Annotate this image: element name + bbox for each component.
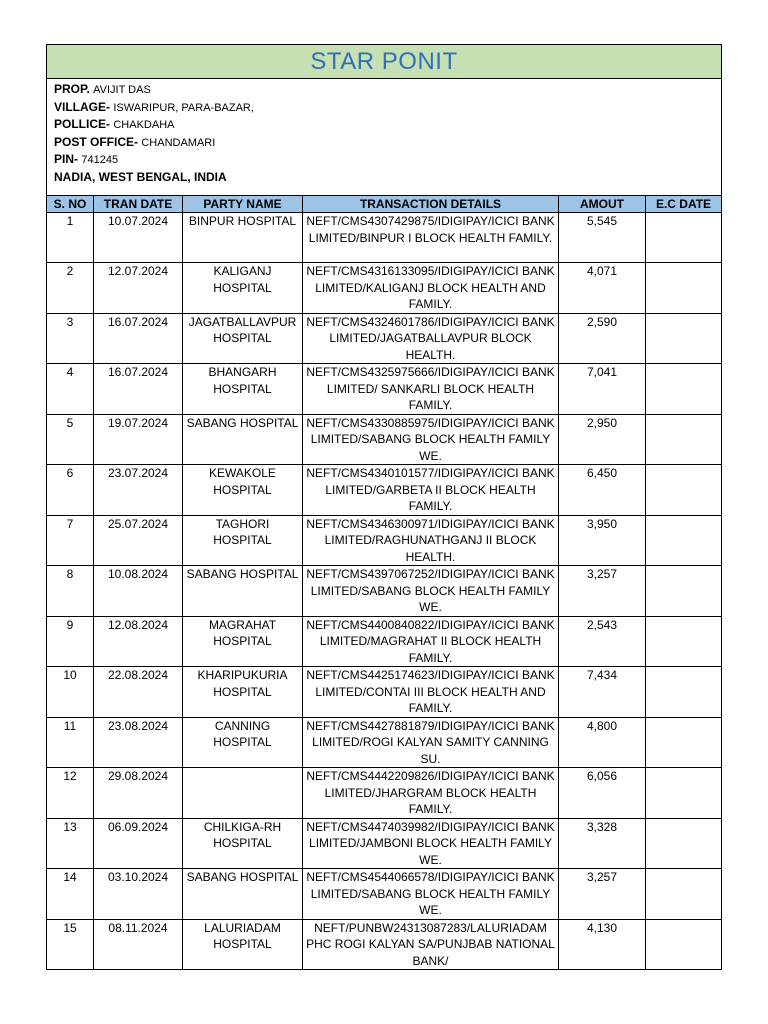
column-header-sno: S. NO (47, 196, 94, 213)
cell-party: JAGATBALLAVPUR HOSPITAL (183, 313, 303, 364)
cell-ec-date (646, 465, 722, 516)
cell-date: 12.07.2024 (94, 263, 183, 314)
table-row (47, 515, 722, 566)
cell-party: LALURIADAM HOSPITAL (183, 919, 303, 970)
cell-party: KHARIPUKURIA HOSPITAL (183, 667, 303, 718)
cell-party: BINPUR HOSPITAL (183, 213, 303, 263)
table-row (47, 313, 722, 364)
cell-party (183, 768, 303, 819)
title-banner (46, 44, 722, 79)
cell-date: 03.10.2024 (94, 869, 183, 920)
cell-details: NEFT/PUNBW24313087283/LALURIADAM PHC ROGI KALYAN SA/PUNJBAB NATIONAL BANK/ (303, 919, 559, 970)
cell-sno: 2 (47, 263, 94, 314)
business-info (46, 79, 722, 195)
cell-details: NEFT/CMS4324601786/IDIGIPAY/ICICI BANK LIMITED/JAGATBALLAVPUR BLOCK HEALTH. (303, 313, 559, 364)
post-office-value: CHANDAMARI (141, 136, 216, 149)
cell-party: SABANG HOSPITAL (183, 566, 303, 617)
prop-label: PROP. (54, 82, 90, 96)
cell-amount: 4,071 (559, 263, 646, 314)
cell-amount: 7,434 (559, 667, 646, 718)
cell-amount: 3,328 (559, 818, 646, 869)
cell-amount: 4,800 (559, 717, 646, 768)
cell-amount: 2,543 (559, 616, 646, 667)
table-header-row (47, 196, 722, 213)
cell-ec-date (646, 364, 722, 415)
cell-sno: 6 (47, 465, 94, 516)
pin-label: PIN (54, 152, 75, 166)
police-label: POLLICE (54, 117, 107, 131)
table-row (47, 364, 722, 415)
cell-date: 19.07.2024 (94, 414, 183, 465)
table-row (47, 667, 722, 718)
cell-sno: 8 (47, 566, 94, 617)
cell-details: NEFT/CMS4316133095/IDIGIPAY/ICICI BANK LIMITED/KALIGANJ BLOCK HEALTH AND FAMILY. (303, 263, 559, 314)
village-value: ISWARIPUR, PARA-BAZAR, (113, 101, 254, 114)
table-row (47, 768, 722, 819)
document-title: STAR PONIT (310, 47, 458, 75)
table-row (47, 616, 722, 667)
cell-amount: 6,450 (559, 465, 646, 516)
cell-amount: 3,950 (559, 515, 646, 566)
village-line: VILLAGE- ISWARIPUR, PARA-BAZAR, (54, 99, 254, 114)
table-row (47, 213, 722, 263)
cell-date: 12.08.2024 (94, 616, 183, 667)
cell-party: BHANGARH HOSPITAL (183, 364, 303, 415)
pin-value: 741245 (81, 154, 119, 166)
cell-ec-date (646, 515, 722, 566)
cell-party: CHILKIGA-RH HOSPITAL (183, 818, 303, 869)
cell-date: 10.08.2024 (94, 566, 183, 617)
cell-ec-date (646, 566, 722, 617)
cell-details: NEFT/CMS4325975666/IDIGIPAY/ICICI BANK LIMITED/ SANKARLI BLOCK HEALTH FAMILY. (303, 364, 559, 415)
cell-details: NEFT/CMS4340101577/IDIGIPAY/ICICI BANK LIMITED/GARBETA II BLOCK HEALTH FAMILY. (303, 465, 559, 516)
cell-date: 06.09.2024 (94, 818, 183, 869)
table-row (47, 263, 722, 314)
cell-ec-date (646, 717, 722, 768)
transactions-table (46, 195, 722, 970)
state-line (54, 169, 714, 186)
table-row (47, 919, 722, 970)
cell-party: MAGRAHAT HOSPITAL (183, 616, 303, 667)
cell-details: NEFT/CMS4330885975/IDIGIPAY/ICICI BANK LIMITED/SABANG BLOCK HEALTH FAMILY WE. (303, 414, 559, 465)
cell-sno: 15 (47, 919, 94, 970)
cell-ec-date (646, 667, 722, 718)
column-header-details: TRANSACTION DETAILS (303, 196, 559, 213)
police-line: POLLICE- CHAKDAHA (54, 117, 175, 131)
column-header-party: PARTY NAME (183, 196, 303, 213)
cell-ec-date (646, 869, 722, 920)
cell-party: SABANG HOSPITAL (183, 869, 303, 920)
cell-details: NEFT/CMS4442209826/IDIGIPAY/ICICI BANK LIMITED/JHARGRAM BLOCK HEALTH FAMILY. (303, 768, 559, 819)
state-value: NADIA, WEST BENGAL, INDIA (54, 169, 227, 184)
cell-amount: 6,056 (559, 768, 646, 819)
cell-sno: 13 (47, 818, 94, 869)
cell-ec-date (646, 818, 722, 869)
cell-party: KEWAKOLE HOSPITAL (183, 465, 303, 516)
column-header-date: TRAN DATE (94, 196, 183, 213)
cell-ec-date (646, 919, 722, 970)
cell-party: SABANG HOSPITAL (183, 414, 303, 465)
cell-ec-date (646, 616, 722, 667)
prop-value: AVIJIT DAS (93, 84, 151, 96)
post-office-label: POST OFFICE (54, 134, 135, 149)
cell-details: NEFT/CMS4474039982/IDIGIPAY/ICICI BANK LIMITED/JAMBONI BLOCK HEALTH FAMILY WE. (303, 818, 559, 869)
cell-amount: 3,257 (559, 566, 646, 617)
prop-line (54, 81, 714, 99)
cell-date: 08.11.2024 (94, 919, 183, 970)
cell-sno: 10 (47, 667, 94, 718)
cell-details: NEFT/CMS4397067252/IDIGIPAY/ICICI BANK LIMITED/SABANG BLOCK HEALTH FAMILY WE. (303, 566, 559, 617)
cell-details: NEFT/CMS4544066578/IDIGIPAY/ICICI BANK LIMITED/SABANG BLOCK HEALTH FAMILY WE. (303, 869, 559, 920)
cell-details: NEFT/CMS4346300971/IDIGIPAY/ICICI BANK LIMITED/RAGHUNATHGANJ II BLOCK HEALTH. (303, 515, 559, 566)
table-body (47, 213, 722, 970)
cell-date: 29.08.2024 (94, 768, 183, 819)
cell-details: NEFT/CMS4425174623/IDIGIPAY/ICICI BANK LIMITED/CONTAI III BLOCK HEALTH AND FAMILY. (303, 667, 559, 718)
cell-date: 23.07.2024 (94, 465, 183, 516)
cell-sno: 7 (47, 515, 94, 566)
cell-amount: 4,130 (559, 919, 646, 970)
pin-line: PIN- 741245 (54, 152, 119, 166)
cell-amount: 2,590 (559, 313, 646, 364)
cell-sno: 1 (47, 213, 94, 263)
table-row (47, 717, 722, 768)
cell-amount: 3,257 (559, 869, 646, 920)
cell-ec-date (646, 414, 722, 465)
table-row (47, 566, 722, 617)
cell-sno: 4 (47, 364, 94, 415)
document-sheet (46, 44, 722, 970)
table-row (47, 414, 722, 465)
cell-amount: 2,950 (559, 414, 646, 465)
cell-ec-date (646, 213, 722, 263)
cell-sno: 14 (47, 869, 94, 920)
cell-party: KALIGANJ HOSPITAL (183, 263, 303, 314)
police-value: CHAKDAHA (113, 119, 175, 131)
cell-date: 25.07.2024 (94, 515, 183, 566)
cell-amount: 7,041 (559, 364, 646, 415)
cell-details: NEFT/CMS4427881879/IDIGIPAY/ICICI BANK LIMITED/ROGI KALYAN SAMITY CANNING SU. (303, 717, 559, 768)
cell-details: NEFT/CMS4400840822/IDIGIPAY/ICICI BANK LIMITED/MAGRAHAT II BLOCK HEALTH FAMILY. (303, 616, 559, 667)
cell-party: TAGHORI HOSPITAL (183, 515, 303, 566)
cell-sno: 11 (47, 717, 94, 768)
cell-date: 16.07.2024 (94, 313, 183, 364)
table-row (47, 869, 722, 920)
table-row (47, 818, 722, 869)
cell-sno: 5 (47, 414, 94, 465)
cell-amount: 5,545 (559, 213, 646, 263)
column-header-ec-date: E.C DATE (646, 196, 722, 213)
cell-ec-date (646, 313, 722, 364)
village-label: VILLAGE (54, 99, 107, 114)
table-row (47, 465, 722, 516)
cell-sno: 3 (47, 313, 94, 364)
cell-date: 10.07.2024 (94, 213, 183, 263)
cell-party: CANNING HOSPITAL (183, 717, 303, 768)
cell-date: 16.07.2024 (94, 364, 183, 415)
column-header-amount: AMOUT (559, 196, 646, 213)
cell-ec-date (646, 768, 722, 819)
cell-date: 22.08.2024 (94, 667, 183, 718)
cell-ec-date (646, 263, 722, 314)
cell-sno: 12 (47, 768, 94, 819)
post-office-line: POST OFFICE- CHANDAMARI (54, 134, 216, 149)
cell-details: NEFT/CMS4307429875/IDIGIPAY/ICICI BANK LIMITED/BINPUR I BLOCK HEALTH FAMILY. (303, 213, 559, 263)
cell-sno: 9 (47, 616, 94, 667)
cell-date: 23.08.2024 (94, 717, 183, 768)
